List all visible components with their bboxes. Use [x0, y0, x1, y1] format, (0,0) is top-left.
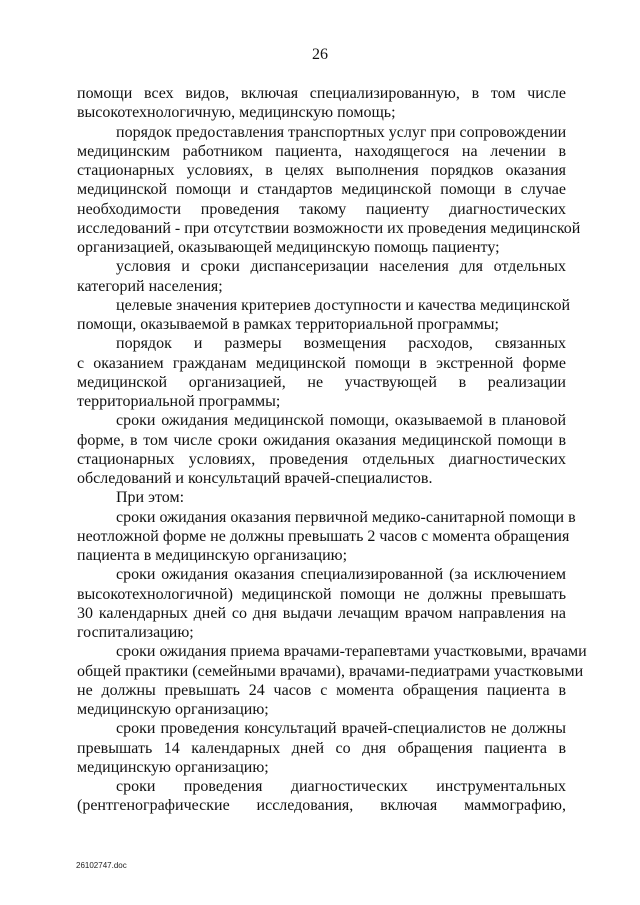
text-line: категорий населения;	[77, 277, 223, 295]
text-line: медицинским работником пациента, находящегося на лечении в	[77, 142, 566, 160]
text-line: обследований и консультаций врачей-специалистов.	[77, 470, 433, 487]
text-line: сроки ожидания приема врачами-терапевтами участковыми, врачами	[116, 643, 587, 661]
text-line: сроки проведения консультаций врачей-специалистов не должны	[116, 720, 566, 738]
text-line: медицинской организацией, не участвующей в реализации	[77, 373, 566, 391]
text-line: помощи, оказываемой в рамках территориальной программы;	[77, 316, 499, 333]
text-line: пациента в медицинскую организацию;	[77, 547, 348, 564]
paragraph	[77, 123, 581, 258]
text-line: стационарных условиях, в целях выполнения порядков оказания	[77, 162, 566, 179]
text-line: общей практики (семейными врачами), врачами-педиатрами участковыми	[77, 662, 584, 680]
text-line: необходимости проведения такому пациенту диагностических	[77, 200, 566, 218]
document-body	[77, 84, 587, 816]
text-line: высокотехнологичной) медицинской помощи не должны превышать	[77, 585, 566, 603]
text-line: (рентгенографические исследования, включая маммографию,	[77, 797, 566, 815]
text-line: сроки проведения диагностических инструментальных	[116, 778, 566, 795]
text-line: медицинской помощи и стандартов медицинской помощи в случае	[77, 181, 566, 199]
paragraph	[77, 719, 566, 777]
paragraph	[77, 257, 566, 296]
text-line: медицинскую организацию;	[77, 758, 269, 776]
paragraph	[77, 642, 587, 719]
paragraph	[77, 777, 566, 816]
text-line: неотложной форме не должны превышать 2 часов с момента обращения	[77, 527, 570, 545]
paragraph	[77, 565, 566, 642]
paragraph	[77, 296, 571, 335]
text-line: высокотехнологичную, медицинскую помощь;	[77, 104, 396, 122]
text-line: помощи всех видов, включая специализированную, в том числе	[77, 85, 566, 102]
text-line: медицинскую организацию;	[77, 701, 269, 718]
text-line: исследований - при отсутствии возможности их проведения медицинской	[77, 219, 581, 237]
text-line: сроки ожидания оказания специализированной (за исключением	[116, 566, 566, 584]
text-line: не должны превышать 24 часов с момента обращения пациента в	[77, 681, 566, 699]
text-line: сроки ожидания медицинской помощи, оказываемой в плановой	[116, 412, 566, 430]
text-line: госпитализацию;	[77, 624, 194, 641]
text-line: целевые значения критериев доступности и качества медицинской	[116, 296, 571, 314]
text-line: сроки ожидания оказания первичной медико-санитарной помощи в	[116, 508, 576, 526]
text-line: порядок предоставления транспортных услуг при сопровождении	[116, 123, 567, 141]
paragraph	[77, 334, 566, 411]
page-number: 26	[312, 46, 328, 63]
document-footer-filename: 26102747.doc	[76, 861, 127, 870]
text-line: 30 календарных дней со дня выдачи лечащим врачом направления на	[77, 604, 566, 622]
text-line: организацией, оказывающей медицинскую помощь пациенту;	[77, 239, 500, 256]
text-line: При этом:	[116, 489, 185, 507]
text-line: условия и сроки диспансеризации населения для отдельных	[116, 258, 566, 276]
text-line: стационарных условиях, проведения отдельных диагностических	[77, 450, 566, 468]
text-line: территориальной программы;	[77, 393, 281, 410]
paragraph	[77, 488, 566, 507]
paragraph	[77, 411, 566, 488]
text-line: с оказанием гражданам медицинской помощи в экстренной форме	[77, 354, 566, 372]
paragraph	[77, 84, 566, 123]
text-line: превышать 14 календарных дней со дня обращения пациента в	[77, 739, 566, 757]
text-line: форме, в том числе сроки ожидания оказания медицинской помощи в	[77, 431, 566, 449]
text-line: порядок и размеры возмещения расходов, связанных	[116, 335, 566, 353]
paragraph	[77, 508, 576, 566]
